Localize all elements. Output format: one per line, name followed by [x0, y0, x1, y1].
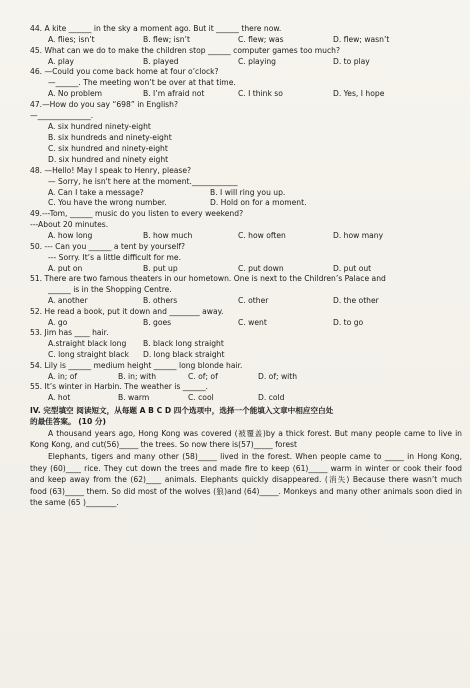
question-50: 50. --- Can you ______ a tent by yourself? — [30, 241, 186, 251]
option-c: C. of; of — [188, 371, 218, 381]
exam-content — [30, 24, 462, 509]
option-d: D. the other — [333, 296, 379, 306]
option-b: B. put up — [143, 263, 178, 273]
question-49-reply: ---About 20 minutes. — [30, 219, 109, 229]
option-a: A. No problem — [48, 89, 103, 99]
option-d: D. long black straight — [143, 349, 225, 359]
option-d: D. Hold on for a moment. — [210, 198, 307, 208]
option-a: A. hot — [48, 393, 71, 403]
question-50-options — [30, 264, 462, 275]
option-d: D. put out — [333, 263, 372, 273]
question-51-continued: ______ is in the Shopping Centre. — [48, 285, 172, 295]
question-44-options — [30, 35, 462, 46]
question-48: 48. —Hello! May I speak to Henry, please? — [30, 165, 192, 175]
question-55-options — [30, 393, 462, 404]
option-c: C. six hundred and ninety-eight — [48, 143, 168, 153]
question-52-options — [30, 318, 462, 329]
option-d: D. how many — [333, 230, 384, 240]
question-46-reply: —______. The meeting won’t be over at that time. — [48, 78, 236, 88]
option-b: B. played — [143, 56, 179, 66]
question-46-options — [30, 89, 462, 100]
question-52: 52. He read a book, put it down and ________ away. — [30, 306, 224, 316]
option-d: D. of; with — [258, 371, 298, 381]
option-a: A. how long — [48, 230, 93, 240]
option-b: B. warm — [118, 393, 150, 403]
question-51-options — [30, 296, 462, 307]
question-45-options — [30, 57, 462, 68]
option-b: B. I’m afraid not — [143, 89, 205, 99]
option-c: C. I think so — [238, 89, 283, 99]
option-c: C. other — [238, 296, 269, 306]
option-b: B. how much — [143, 230, 193, 240]
question-48-options-ab — [30, 188, 462, 199]
question-55: 55. It’s winter in Harbin. The weather is ______. — [30, 382, 208, 392]
option-d: D. flew; wasn’t — [333, 35, 390, 44]
question-53-options-cd — [30, 350, 462, 361]
question-54-options — [30, 372, 462, 383]
option-b: B. in; with — [118, 371, 157, 381]
option-d: D. to play — [333, 56, 370, 66]
option-a: A. put on — [48, 263, 83, 273]
option-d: D. Yes, I hope — [333, 89, 385, 99]
option-a: A. flies; isn’t — [48, 35, 95, 44]
question-45: 45. What can we do to make the children stop ______ computer games too much? — [30, 45, 341, 55]
section-4-heading: IV. 完型填空 阅读短文，从每题 A B C D 四个选项中，选择一个能填入文章中相应空白处 — [30, 405, 334, 415]
option-a: A. another — [48, 296, 88, 306]
question-51: 51. There are two famous theaters in our hometown. One is next to the Children’s Palace and — [30, 274, 386, 284]
option-c: C. cool — [188, 393, 214, 403]
option-c: C. went — [238, 317, 267, 327]
option-a: A. in; of — [48, 371, 78, 381]
option-a: A. Can I take a message? — [48, 187, 144, 197]
question-47-reply: —______________. — [30, 110, 94, 120]
option-c: C. how often — [238, 230, 286, 240]
option-c: C. You have the wrong number. — [48, 198, 167, 208]
option-c: C. playing — [238, 56, 276, 66]
option-d: D. six hundred and ninety eight — [48, 154, 169, 164]
cloze-paragraph-1: A thousand years ago, Hong Kong was covered (被覆盖)by a thick forest. But many people came to live in Kong Kong, and cut(56)_____ the trees. So now there is(57)_____ forest — [30, 428, 462, 450]
option-b: B. goes — [143, 317, 172, 327]
option-d: D. to go — [333, 317, 364, 327]
question-54: 54. Lily is ______ medium height ______ long blonde hair. — [30, 360, 243, 370]
option-c: C. put down — [238, 263, 284, 273]
option-d: D. cold — [258, 393, 285, 403]
question-48-reply: — Sorry, he isn't here at the moment.____________ — [48, 176, 238, 186]
option-a: A.straight black long — [48, 339, 127, 349]
question-44: 44. A kite ______ in the sky a moment ago. But it ______ there now. — [30, 24, 282, 33]
option-b: B. others — [143, 296, 178, 306]
option-b: B. black long straight — [143, 339, 224, 349]
option-c: C. long straight black — [48, 349, 129, 359]
question-49: 49.---Tom, ______ music do you listen to every weekend? — [30, 208, 244, 218]
option-b: B. flew; isn’t — [143, 35, 190, 44]
question-46: 46. —Could you come back home at four o’clock? — [30, 67, 219, 77]
question-53: 53. Jim has ____ hair. — [30, 328, 109, 338]
question-47: 47.—How do you say “698” in English? — [30, 99, 178, 109]
option-a: A. play — [48, 56, 74, 66]
option-b: B. six hundreds and ninety-eight — [48, 132, 172, 142]
question-50-reply: --- Sorry. It’s a little difficult for me. — [48, 252, 181, 262]
question-53-options-ab — [30, 339, 462, 350]
option-a: A. six hundred ninety-eight — [48, 121, 151, 131]
cloze-passage — [30, 428, 462, 509]
cloze-paragraph-2: Elephants, tigers and many other (58)_____ lived in the forest. When people came to _____ in Hong Kong, they (60)____ rice. They cut down the trees and made fire to keep (61)_____ warm in winter or cook their food and keep away from the (62)____ animals. Elephants quickly disappeared. (消失) Because there wasn’t much food (63)_____ them. So did most of the wolves (狼)and (64)_____. Monkeys and many other animals soon died in the same (65 )________. — [30, 451, 462, 508]
option-c: C. flew; was — [238, 35, 284, 44]
option-a: A. go — [48, 317, 68, 327]
option-b: B. I will ring you up. — [210, 187, 286, 197]
question-48-options-cd — [30, 198, 462, 209]
question-49-options — [30, 231, 462, 242]
section-4-heading-continued: 的最佳答案。 (10 分) — [30, 416, 106, 426]
